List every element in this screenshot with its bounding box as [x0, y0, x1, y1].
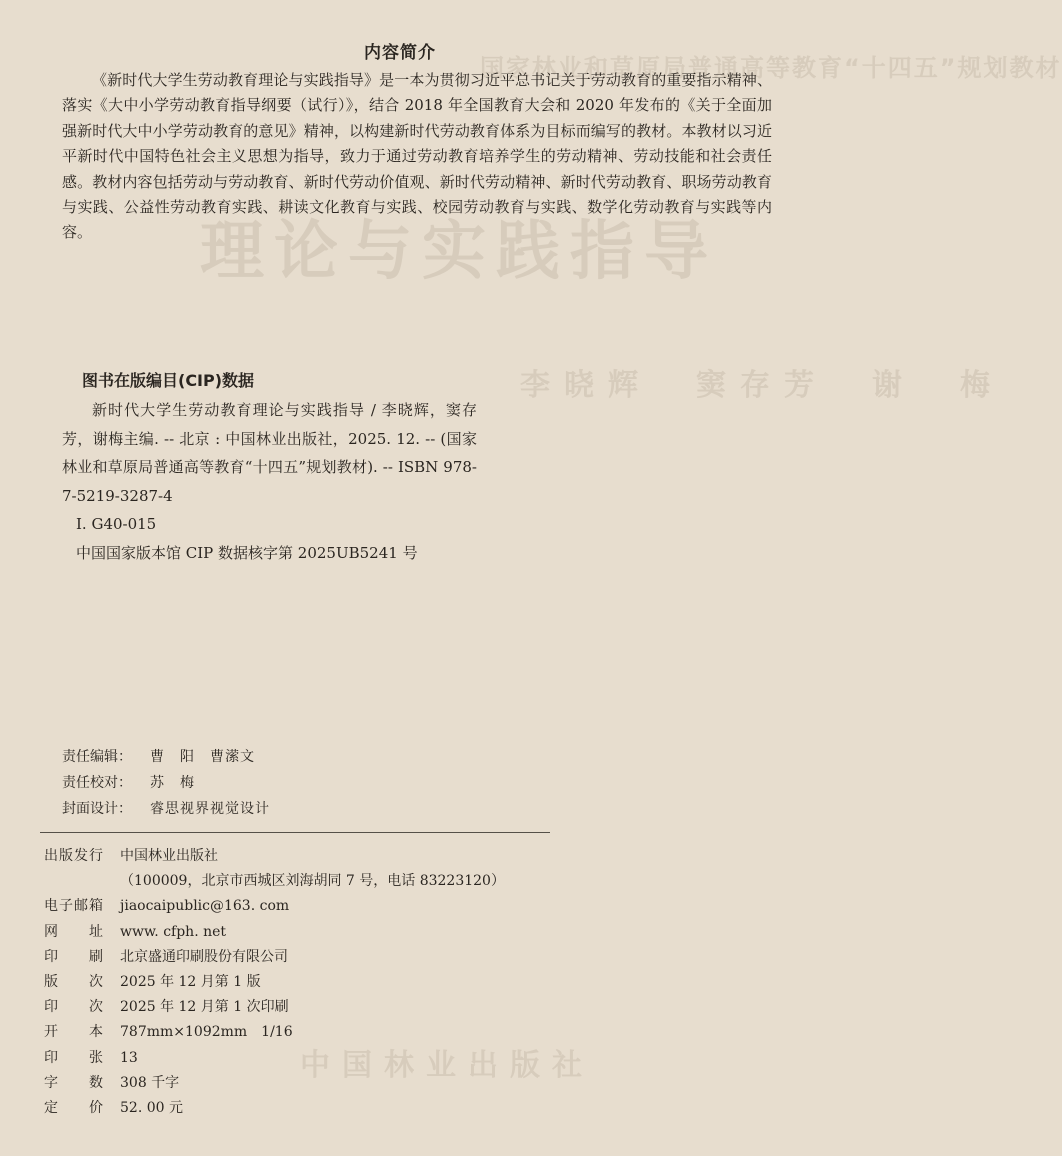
pub-value: 52. 00 元	[120, 1100, 183, 1117]
pub-label: 版 次	[44, 974, 104, 991]
pub-label: 印 张	[44, 1049, 104, 1066]
staff-credits	[62, 744, 270, 822]
pub-label: 开 本	[44, 1024, 104, 1041]
staff-value: 曹 阳 曹潆文	[150, 749, 255, 765]
cip-block	[62, 396, 477, 568]
pub-value: 2025 年 12 月第 1 次印刷	[120, 999, 289, 1016]
cip-number: 中国国家版本馆 CIP 数据核字第 2025UB5241 号	[76, 543, 418, 562]
show-through-publisher-text: 中国林业出版社	[300, 1048, 594, 1083]
staff-label: 责任编辑：	[62, 749, 132, 765]
show-through-title-text: 理论与实践指导	[200, 215, 718, 289]
pub-label: 印 刷	[44, 948, 104, 965]
pub-row	[44, 1046, 505, 1071]
pub-value: （100009，北京市西城区刘海胡同 7 号，电话 83223120）	[120, 873, 505, 890]
pub-row	[44, 1096, 505, 1121]
pub-value: jiaocaipublic@163. com	[120, 898, 290, 915]
staff-row	[62, 796, 270, 822]
pub-value: 2025 年 12 月第 1 版	[120, 974, 261, 991]
pub-row	[44, 920, 505, 945]
pub-value: 13	[120, 1049, 138, 1066]
cip-classification: Ⅰ. G40-015	[76, 515, 157, 534]
pub-label: 出版发行	[44, 848, 104, 864]
pub-value: 787mm×1092mm 1/16	[120, 1024, 293, 1041]
show-through-authors-text: 李晓辉 窦存芳 谢 梅	[520, 368, 1004, 403]
pub-value: 308 千字	[120, 1074, 180, 1091]
staff-value: 苏 梅	[150, 775, 195, 791]
intro-heading: 内容简介	[364, 43, 436, 63]
show-through-series-text: 国家林业和草原局普通高等教育“十四五”规划教材	[480, 54, 1062, 82]
pub-row	[44, 844, 505, 869]
pub-value: 北京盛通印刷股份有限公司	[120, 948, 288, 965]
pub-row	[44, 1020, 505, 1045]
staff-row	[62, 770, 270, 796]
staff-label: 责任校对：	[62, 775, 132, 791]
publication-info	[44, 844, 505, 1121]
staff-row	[62, 744, 270, 770]
staff-value: 睿思视界视觉设计	[150, 801, 270, 817]
divider-line	[40, 832, 550, 833]
pub-label: 定 价	[44, 1100, 104, 1117]
pub-row	[44, 869, 505, 894]
pub-row	[44, 995, 505, 1020]
pub-row	[44, 1071, 505, 1096]
cip-heading: 图书在版编目(CIP)数据	[82, 371, 255, 390]
pub-row	[44, 945, 505, 970]
pub-label	[44, 869, 120, 894]
cip-record: 新时代大学生劳动教育理论与实践指导 / 李晓辉，窦存芳，谢梅主编. -- 北京 : 中国林业出版社，2025. 12. -- (国家林业和草原局普通高等教育“十四五”规划教材). -- ISBN 978-7-5219-3287-4	[62, 401, 477, 505]
pub-value: www. cfph. net	[120, 923, 227, 940]
pub-row	[44, 970, 505, 995]
pub-value: 中国林业出版社	[120, 848, 218, 864]
intro-paragraph: 《新时代大学生劳动教育理论与实践指导》是一本为贯彻习近平总书记关于劳动教育的重要指示精神、落实《大中小学劳动教育指导纲要（试行）》，结合 2018 年全国教育大会和 2020 年发布的《关于全面加强新时代大中小学劳动教育的意见》精神，以构建新时代劳动教育体系为目标而编写的教材。本教材以习近平新时代中国特色社会主义思想为指导，致力于通过劳动教育培养学生的劳动精神、劳动技能和社会责任感。教材内容包括劳动与劳动教育、新时代劳动价值观、新时代劳动精神、新时代劳动教育、职场劳动教育与实践、公益性劳动教育实践、耕读文化教育与实践、校园劳动教育与实践、数学化劳动教育与实践等内容。	[62, 71, 772, 242]
pub-label: 电子邮箱	[44, 898, 104, 915]
pub-label: 网 址	[44, 923, 104, 940]
intro-text-block	[62, 68, 772, 246]
staff-label: 封面设计：	[62, 801, 132, 817]
pub-label: 印 次	[44, 999, 104, 1016]
pub-label: 字 数	[44, 1074, 104, 1091]
pub-row	[44, 894, 505, 919]
